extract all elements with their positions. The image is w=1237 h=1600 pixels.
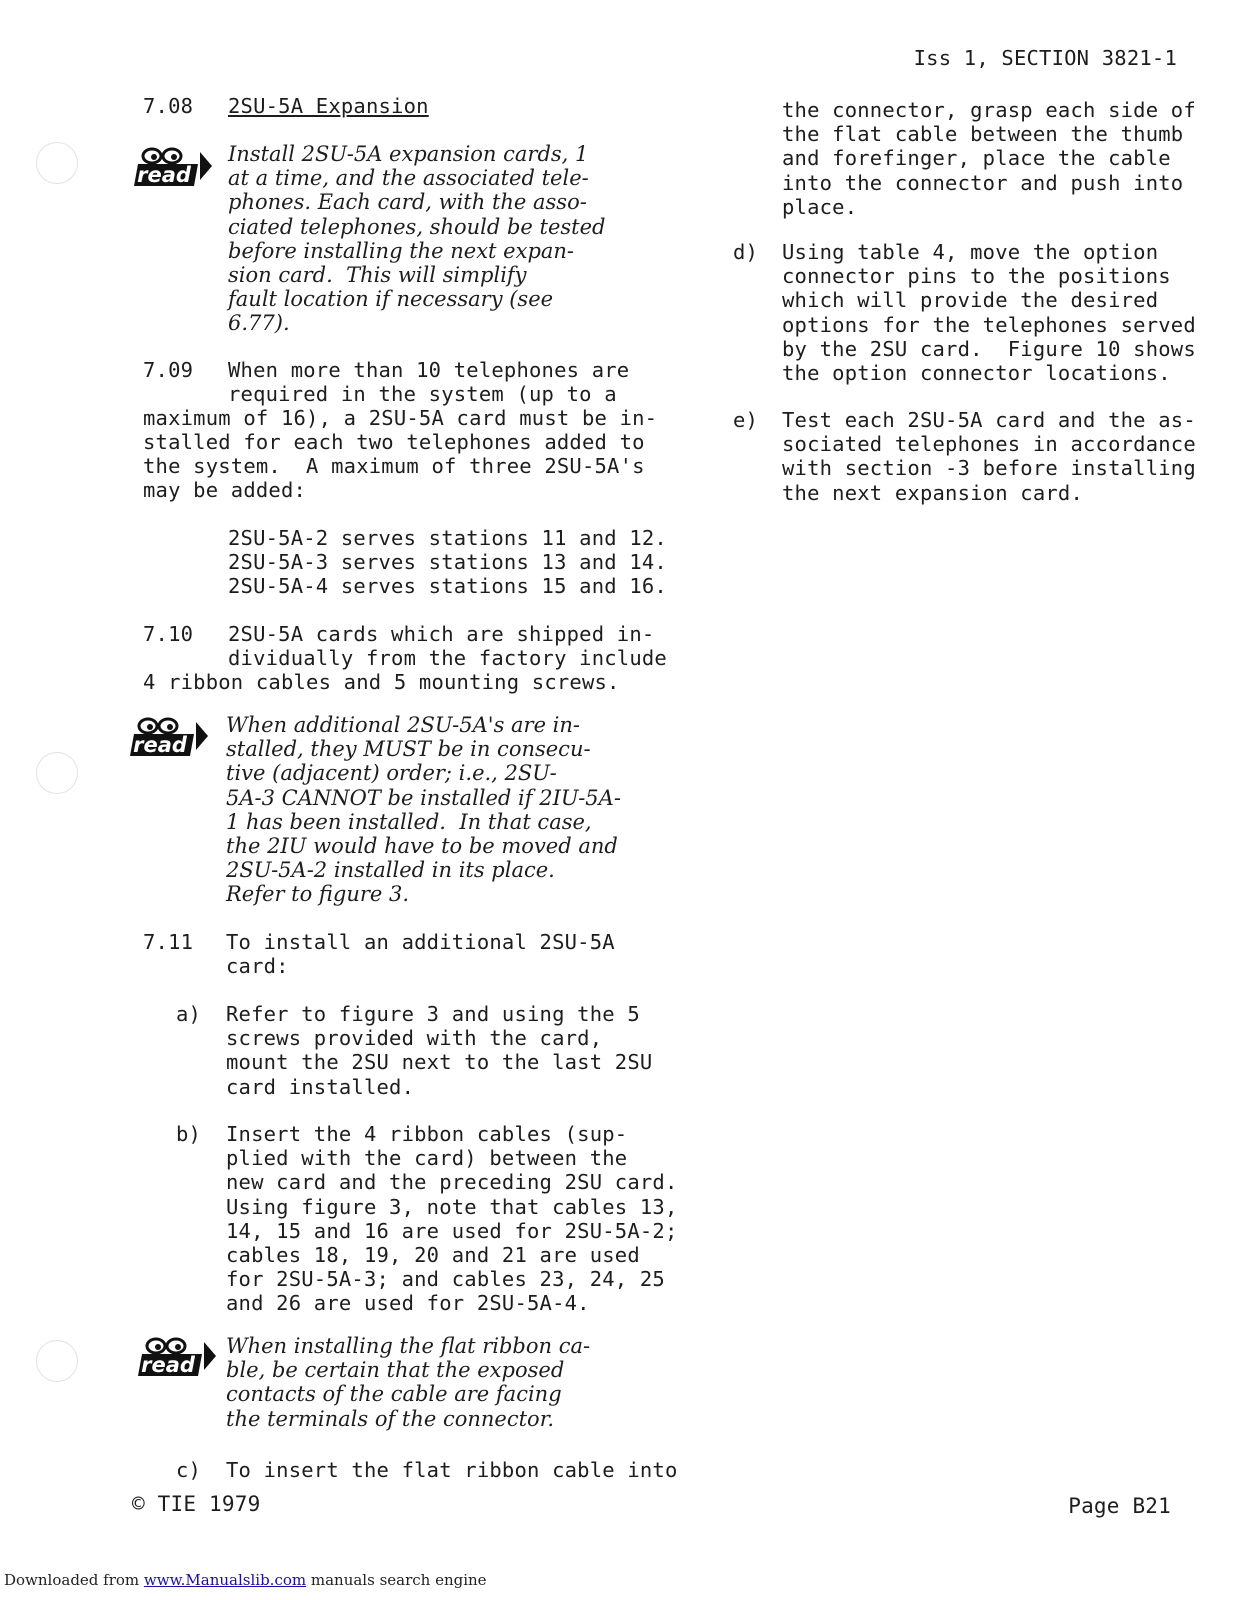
para-710-line: 2SU-5A cards which are shipped in- <box>228 622 655 646</box>
step-c-continued <box>782 98 1196 219</box>
note-ribbon-line: When installing the flat ribbon ca- <box>226 1334 591 1358</box>
download-banner <box>4 1571 487 1589</box>
note-line: 2SU-5A-2 installed in its place. <box>226 858 555 883</box>
step-b-line: cables 18, 19, 20 and 21 are used <box>226 1243 640 1268</box>
para-number-711: 7.11 <box>143 930 194 954</box>
station-line: 2SU-5A-3 serves stations 13 and 14. <box>228 550 667 575</box>
note-708-line: Install 2SU-5A expansion cards, 1 <box>228 142 589 166</box>
read-icon-text: read <box>137 163 191 187</box>
note-ribbon-line: contacts of the cable are facing <box>226 1382 562 1407</box>
note-708-line: sion card. This will simplify <box>228 263 527 288</box>
step-e-text <box>782 408 1196 505</box>
step-b-line: Insert the 4 ribbon cables (sup- <box>226 1122 628 1146</box>
para-number-710: 7.10 <box>143 622 194 646</box>
step-e-label: e) <box>733 408 759 432</box>
note-708-line: at a time, and the associated tele- <box>228 166 589 191</box>
step-b-line: Using figure 3, note that cables 13, <box>226 1194 678 1219</box>
step-d-line: options for the telephones served <box>782 312 1196 337</box>
note-708-line: 6.77). <box>228 311 290 336</box>
step-e-line: sociated telephones in accordance <box>782 432 1196 457</box>
step-c-line: and forefinger, place the cable <box>782 146 1171 171</box>
step-c-line: the flat cable between the thumb <box>782 122 1184 147</box>
read-note-icon <box>138 1336 218 1380</box>
station-list <box>228 526 667 599</box>
step-a-line: screws provided with the card, <box>226 1026 603 1051</box>
step-d-line: which will provide the desired <box>782 288 1159 313</box>
para-711-line: card: <box>226 954 289 979</box>
punch-hole-top <box>36 142 78 184</box>
step-e-line: the next expansion card. <box>782 480 1084 505</box>
note-line: stalled, they MUST be in consecu- <box>226 737 591 762</box>
note-708-text <box>228 142 606 336</box>
para-710-line: 4 ribbon cables and 5 mounting screws. <box>143 670 620 694</box>
step-c-line: the connector, grasp each side of <box>782 98 1196 122</box>
note-line: 1 has been installed. In that case, <box>226 809 592 834</box>
para-number-709: 7.09 <box>143 358 194 382</box>
note-ribbon-line: the terminals of the connector. <box>226 1406 555 1431</box>
note-708-line: phones. Each card, with the asso- <box>228 190 587 215</box>
para-number-708: 7.08 <box>143 94 194 118</box>
step-d-label: d) <box>733 240 759 264</box>
download-suffix: manuals search engine <box>306 1571 487 1589</box>
step-d-line: Using table 4, move the option <box>782 240 1159 264</box>
step-a-line: mount the 2SU next to the last 2SU <box>226 1050 653 1075</box>
manualslib-link[interactable]: www.Manualslib.com <box>143 1571 307 1589</box>
step-a-line: card installed. <box>226 1074 415 1099</box>
step-b-line: new card and the preceding 2SU card. <box>226 1170 678 1195</box>
note-708-line: ciated telephones, should be tested <box>228 214 606 239</box>
note-line: tive (adjacent) order; i.e., 2SU- <box>226 761 557 786</box>
step-b-line: for 2SU-5A-3; and cables 23, 24, 25 <box>226 1267 665 1292</box>
step-c-line: place. <box>782 194 858 219</box>
note-ribbon-text <box>226 1334 590 1431</box>
note-line: Refer to figure 3. <box>226 882 410 907</box>
para-709-line: required in the system (up to a <box>228 382 617 406</box>
station-line: 2SU-5A-2 serves stations 11 and 12. <box>228 526 667 550</box>
step-a-line: Refer to figure 3 and using the 5 <box>226 1002 640 1026</box>
note-line: When additional 2SU-5A's are in- <box>226 713 581 737</box>
step-e-line: with section -3 before installing <box>782 456 1196 481</box>
step-e-line: Test each 2SU-5A card and the as- <box>782 408 1196 432</box>
download-prefix: Downloaded from <box>4 1571 144 1589</box>
para-709-line: stalled for each two telephones added to <box>143 430 645 454</box>
para-709-line: When more than 10 telephones are <box>228 358 630 382</box>
step-b-line: plied with the card) between the <box>226 1146 628 1171</box>
step-d-text <box>782 240 1196 385</box>
punch-hole-middle <box>36 752 78 794</box>
section-title: 2SU-5A Expansion <box>228 94 429 118</box>
note-additional-text <box>226 713 621 907</box>
step-d-line: by the 2SU card. Figure 10 shows <box>782 336 1196 361</box>
station-line: 2SU-5A-4 serves stations 15 and 16. <box>228 574 667 599</box>
para-711-line: To install an additional 2SU-5A <box>226 930 615 954</box>
step-b-line: 14, 15 and 16 are used for 2SU-5A-2; <box>226 1218 678 1243</box>
step-d-line: connector pins to the positions <box>782 264 1171 289</box>
step-b-line: and 26 are used for 2SU-5A-4. <box>226 1291 590 1316</box>
read-note-icon <box>134 146 214 190</box>
para-709-line: maximum of 16), a 2SU-5A card must be in- <box>143 406 658 430</box>
note-line: the 2IU would have to be moved and <box>226 834 618 859</box>
copyright: © TIE 1979 <box>132 1492 261 1516</box>
section-header: Iss 1, SECTION 3821-1 <box>913 46 1177 70</box>
note-708-line: fault location if necessary (see <box>228 287 554 312</box>
step-a-text <box>226 1002 652 1099</box>
read-icon-text: read <box>133 733 187 757</box>
step-c-first-line: To insert the flat ribbon cable into <box>226 1458 678 1482</box>
step-b-text <box>226 1122 678 1316</box>
page-number: Page B21 <box>1068 1494 1171 1518</box>
step-c-line: into the connector and push into <box>782 170 1184 195</box>
para-710-line: dividually from the factory include <box>228 646 667 670</box>
punch-hole-bottom <box>36 1340 78 1382</box>
note-line: 5A-3 CANNOT be installed if 2IU-5A- <box>226 785 621 810</box>
para-709-line: may be added: <box>143 478 307 502</box>
step-c-label: c) <box>176 1458 202 1482</box>
note-ribbon-line: ble, be certain that the exposed <box>226 1358 565 1383</box>
read-icon-text: read <box>141 1353 195 1377</box>
read-note-icon <box>130 716 210 760</box>
note-708-line: before installing the next expan- <box>228 238 575 263</box>
step-a-label: a) <box>176 1002 202 1026</box>
para-709-line: the system. A maximum of three 2SU-5A's <box>143 454 645 478</box>
para-711-text <box>226 930 615 978</box>
step-b-label: b) <box>176 1122 202 1146</box>
step-d-line: the option connector locations. <box>782 361 1171 386</box>
